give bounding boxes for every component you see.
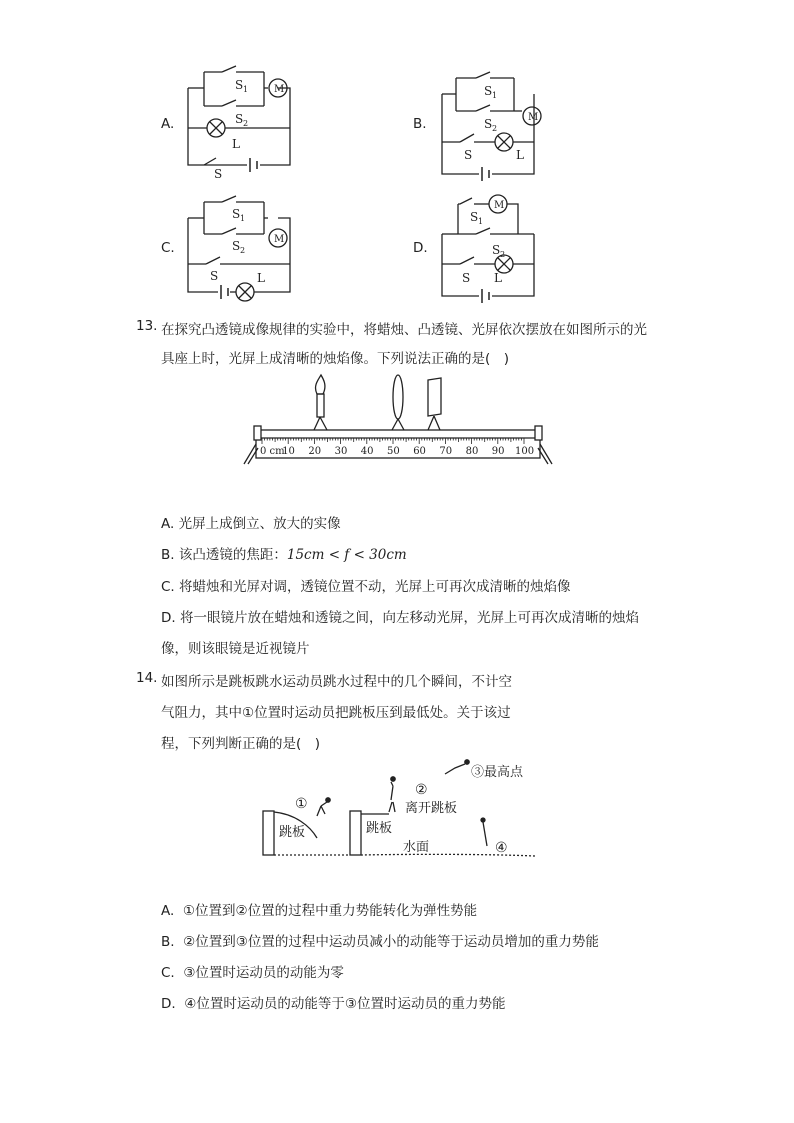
svg-text:M: M: [528, 112, 539, 123]
svg-text:1: 1: [243, 85, 249, 94]
s1-label: S: [235, 78, 244, 92]
position-2-label: ②: [415, 782, 428, 798]
ruler-label: 20: [308, 446, 322, 457]
s2-label: S: [235, 112, 244, 126]
svg-text:L: L: [257, 271, 265, 285]
ruler-label: 10: [282, 446, 295, 457]
q14-option-b[interactable]: B. ②位置到③位置的过程中运动员减小的动能等于运动员增加的重力势能: [161, 934, 599, 950]
svg-text:S: S: [232, 239, 241, 253]
board-2-label: 跳板: [366, 821, 393, 836]
svg-text:1: 1: [240, 214, 246, 223]
circuit-b-diagram: [434, 66, 554, 186]
svg-text:2: 2: [492, 124, 498, 133]
ruler-label: 60: [413, 446, 426, 457]
q14-stem-line3: 程，下列判断正确的是( ): [161, 736, 321, 752]
ruler-label: 70: [439, 446, 453, 457]
q14-option-d[interactable]: D. ④位置时运动员的动能等于③位置时运动员的重力势能: [161, 996, 506, 1012]
circuit-d-diagram: [434, 188, 554, 308]
focal-range-math: 15cm < f < 30cm: [286, 547, 407, 563]
svg-text:1: 1: [492, 91, 498, 100]
svg-text:S: S: [484, 117, 493, 131]
lamp-label: L: [232, 137, 240, 151]
position-4-label: ④: [495, 840, 508, 856]
svg-text:S: S: [210, 269, 219, 283]
q14-stem-line2: 气阻力，其中①位置时运动员把跳板压到最低处。关于该过: [161, 705, 511, 721]
svg-text:2: 2: [243, 119, 249, 128]
option-c-label: C.: [161, 240, 175, 256]
ruler-label: 40: [360, 446, 374, 457]
q14-option-c[interactable]: C. ③位置时运动员的动能为零: [161, 965, 344, 981]
switch-label: S: [214, 167, 223, 181]
ruler-label: 0 cm: [260, 446, 285, 457]
svg-text:S: S: [462, 271, 471, 285]
q14-option-a[interactable]: A. ①位置到②位置的过程中重力势能转化为弹性势能: [161, 903, 478, 919]
q13-option-a[interactable]: A. 光屏上成倒立、放大的实像: [161, 516, 341, 532]
svg-text:S: S: [492, 243, 501, 257]
ruler-label: 100: [515, 446, 535, 457]
q14-stem-line1: 如图所示是跳板跳水运动员跳水过程中的几个瞬间，不计空: [161, 674, 512, 690]
circuit-c-diagram: [180, 188, 300, 308]
diving-figure: [255, 756, 545, 866]
svg-text:M: M: [494, 200, 505, 211]
option-d-label: D.: [413, 240, 428, 256]
svg-text:L: L: [516, 148, 524, 162]
optical-bench-figure: [238, 372, 558, 472]
svg-text:L: L: [494, 271, 502, 285]
highest-point-label: ③最高点: [471, 765, 524, 780]
ruler-label: 80: [465, 446, 479, 457]
option-b-label: B.: [413, 116, 427, 132]
svg-text:2: 2: [240, 246, 246, 255]
water-surface-label: 水面: [403, 840, 430, 855]
motor-label: M: [274, 84, 285, 95]
board-1-label: 跳板: [279, 825, 306, 840]
ruler-label: 50: [387, 446, 400, 457]
q13-stem-line1: 在探究凸透镜成像规律的实验中，将蜡烛、凸透镜、光屏依次摆放在如图所示的光: [161, 322, 647, 338]
circuit-a-diagram: [180, 62, 300, 182]
svg-text:M: M: [274, 234, 285, 245]
ruler-label: 30: [334, 446, 348, 457]
leave-board-label: 离开跳板: [405, 801, 458, 816]
svg-text:S: S: [470, 210, 479, 224]
q13-option-b[interactable]: B. 该凸透镜的焦距：15cm < f < 30cm: [161, 547, 407, 563]
svg-text:S: S: [484, 84, 493, 98]
ruler-label: 90: [491, 446, 505, 457]
svg-text:S: S: [464, 148, 473, 162]
position-1-label: ①: [295, 796, 308, 812]
q13-option-c[interactable]: C. 将蜡烛和光屏对调，透镜位置不动，光屏上可再次成清晰的烛焰像: [161, 579, 571, 595]
q13-option-d-cont: 像，则该眼镜是近视镜片: [161, 641, 310, 657]
q13-number: 13.: [136, 318, 158, 334]
q14-number: 14.: [136, 670, 158, 686]
option-a-label: A.: [161, 116, 175, 132]
svg-text:S: S: [232, 207, 241, 221]
q13-stem-line2: 具座上时，光屏上成清晰的烛焰像。下列说法正确的是( ): [161, 351, 510, 367]
svg-text:1: 1: [478, 217, 484, 226]
svg-text:2: 2: [500, 250, 506, 259]
q13-option-d[interactable]: D. 将一眼镜片放在蜡烛和透镜之间，向左移动光屏，光屏上可再次成清晰的烛焰: [161, 610, 639, 626]
